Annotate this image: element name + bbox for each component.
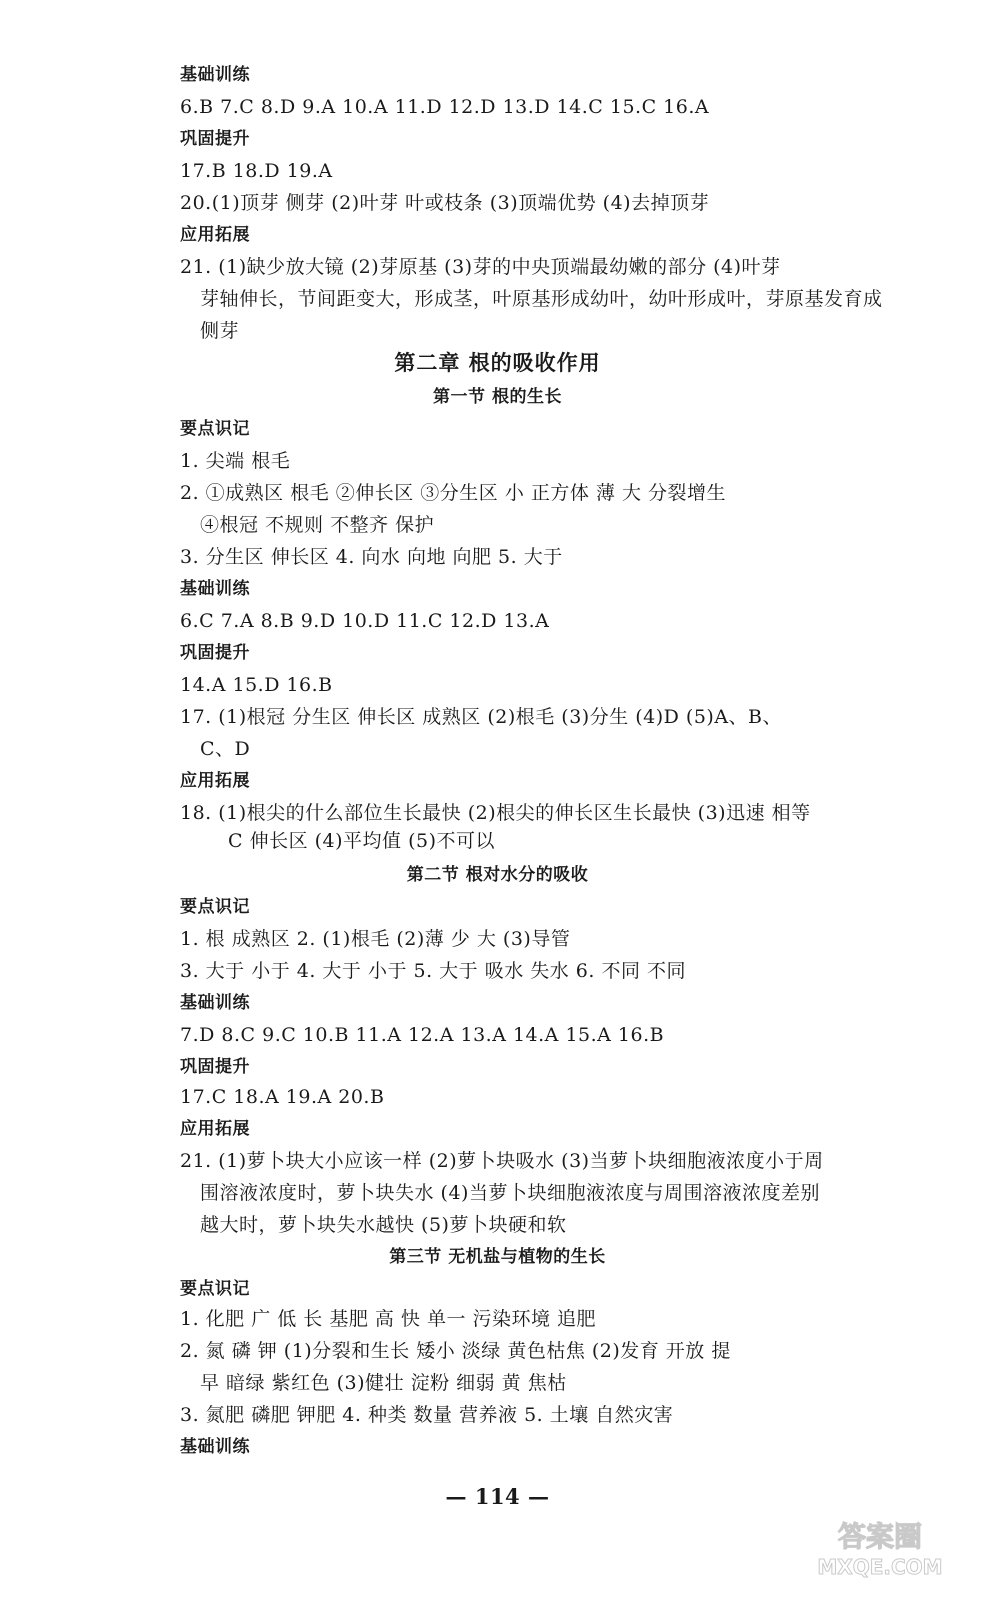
answer-line: 7.D 8.C 9.C 10.B 11.A 12.A 13.A 14.A 15.A 16.B (180, 1024, 665, 1046)
answer-line: 18. (1)根尖的什么部位生长最快 (2)根尖的伸长区生长最快 (3)迅速 相等 (180, 802, 811, 824)
answer-line: 2. 氮 磷 钾 (1)分裂和生长 矮小 淡绿 黄色枯焦 (2)发育 开放 提 (180, 1340, 731, 1362)
heading-key-points: 要点识记 (180, 897, 250, 917)
answer-line: 1. 根 成熟区 2. (1)根毛 (2)薄 少 大 (3)导管 (180, 928, 571, 950)
heading-application: 应用拓展 (180, 1119, 250, 1139)
heading-application: 应用拓展 (180, 225, 250, 245)
answer-line: 17.B 18.D 19.A (180, 160, 333, 182)
answer-line-continued: 越大时，萝卜块失水越快 (5)萝卜块硬和软 (200, 1214, 567, 1236)
answer-line: 17.C 18.A 19.A 20.B (180, 1086, 385, 1108)
answer-line: 14.A 15.D 16.B (180, 674, 333, 696)
answer-line: 6.B 7.C 8.D 9.A 10.A 11.D 12.D 13.D 14.C 15.C 16.A (180, 96, 710, 118)
heading-key-points: 要点识记 (180, 1279, 250, 1299)
heading-application: 应用拓展 (180, 771, 250, 791)
heading-basic-training: 基础训练 (180, 1437, 250, 1457)
answer-line: 3. 大于 小于 4. 大于 小于 5. 大于 吸水 失水 6. 不同 不同 (180, 960, 686, 982)
page-number: — 114 — (445, 1484, 550, 1509)
section-title: 第一节 根的生长 (433, 387, 562, 407)
watermark-logo (785, 1512, 975, 1582)
answer-line: 6.C 7.A 8.B 9.D 10.D 11.C 12.D 13.A (180, 610, 550, 632)
answer-line-continued: 芽轴伸长，节间距变大，形成茎，叶原基形成幼叶，幼叶形成叶，芽原基发育成 (200, 288, 883, 310)
answer-line-continued: ④根冠 不规则 不整齐 保护 (200, 514, 435, 536)
answer-line: 3. 氮肥 磷肥 钾肥 4. 种类 数量 营养液 5. 土壤 自然灾害 (180, 1404, 674, 1426)
answer-line: 17. (1)根冠 分生区 伸长区 成熟区 (2)根毛 (3)分生 (4)D (5)A、B、 (180, 706, 783, 728)
svg-text:答案圈: 答案圈 (837, 1520, 923, 1553)
section-title: 第三节 无机盐与植物的生长 (389, 1247, 606, 1267)
answer-line-continued: 侧芽 (200, 320, 240, 342)
answer-line: 3. 分生区 伸长区 4. 向水 向地 向肥 5. 大于 (180, 546, 563, 568)
chapter-title: 第二章 根的吸收作用 (394, 350, 601, 375)
answer-line-continued: C、D (200, 738, 251, 760)
answer-line: 21. (1)缺少放大镜 (2)芽原基 (3)芽的中央顶端最幼嫩的部分 (4)叶芽 (180, 256, 781, 278)
heading-basic-training: 基础训练 (180, 579, 250, 599)
heading-basic-training: 基础训练 (180, 993, 250, 1013)
answer-line: 20.(1)顶芽 侧芽 (2)叶芽 叶或枝条 (3)顶端优势 (4)去掉顶芽 (180, 192, 710, 214)
answer-line-continued: 早 暗绿 紫红色 (3)健壮 淀粉 细弱 黄 焦枯 (200, 1372, 567, 1394)
heading-basic-training: 基础训练 (180, 65, 250, 85)
heading-consolidation: 巩固提升 (180, 1057, 250, 1077)
section-title: 第二节 根对水分的吸收 (406, 865, 589, 885)
answer-line: 21. (1)萝卜块大小应该一样 (2)萝卜块吸水 (3)当萝卜块细胞液浓度小于周 (180, 1150, 824, 1172)
answer-line: 2. ①成熟区 根毛 ②伸长区 ③分生区 小 正方体 薄 大 分裂增生 (180, 482, 726, 504)
answer-line-continued: 围溶液浓度时，萝卜块失水 (4)当萝卜块细胞液浓度与周围溶液浓度差别 (200, 1182, 820, 1204)
heading-consolidation: 巩固提升 (180, 643, 250, 663)
svg-text:MXQE.COM: MXQE.COM (817, 1555, 943, 1579)
answer-line: 1. 化肥 广 低 长 基肥 高 快 单一 污染环境 追肥 (180, 1308, 597, 1330)
answer-line: 1. 尖端 根毛 (180, 450, 291, 472)
heading-key-points: 要点识记 (180, 419, 250, 439)
heading-consolidation: 巩固提升 (180, 129, 250, 149)
answer-line-continued: C 伸长区 (4)平均值 (5)不可以 (228, 830, 495, 852)
